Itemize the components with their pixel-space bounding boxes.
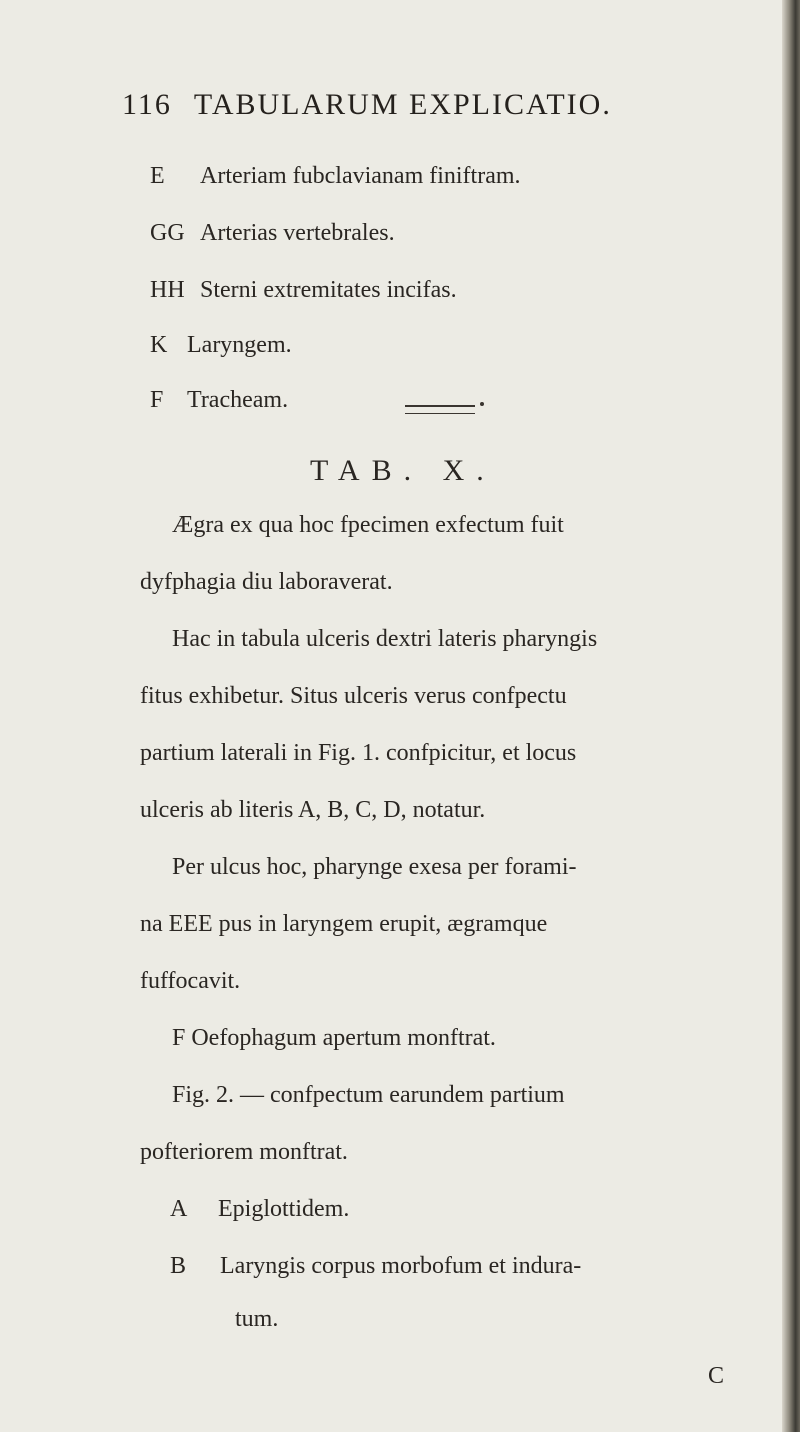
table-title: TAB. X. [310,454,496,487]
legend-key: HH [150,277,185,303]
text-line: partium laterali in Fig. 1. confpicitur, et locus [140,740,577,766]
legend-text: Arteriam fubclavianam finiftram. [200,163,521,189]
running-title: TABULARUM EXPLICATIO. [193,88,612,121]
text-line: dyfphagia diu laboraverat. [140,569,393,595]
page-number: 116 [122,88,172,121]
legend-text: Laryngem. [187,332,292,358]
text-line: F Oefophagum apertum monftrat. [172,1025,496,1051]
legend-text: Tracheam. [187,387,289,413]
text-line: pofteriorem monftrat. [140,1139,348,1165]
text-line: Ægra ex qua hoc fpecimen exfectum fuit [172,512,564,538]
running-header [122,88,612,122]
fig2-key: B [170,1253,187,1279]
text-line: Fig. 2. — confpectum earundem partium [172,1082,565,1108]
fig2-text: Epiglottidem. [218,1196,350,1222]
text-line: ulceris ab literis A, B, C, D, notatur. [140,797,486,823]
continuation-line: tum. [235,1306,279,1332]
text-line: Hac in tabula ulceris dextri lateris pharyngis [172,626,598,652]
legend-key: K [150,332,168,358]
text-line: Per ulcus hoc, pharynge exesa per forami- [172,854,577,880]
legend-key: E [150,163,165,189]
legend-text: Sterni extremitates incifas. [200,277,457,303]
catchword: C [708,1363,725,1389]
text-line: na EEE pus in laryngem erupit, ægramque [140,911,548,937]
text-line: fitus exhibetur. Situs ulceris verus confpectu [140,683,567,709]
ornamental-rule [405,405,475,414]
legend-key: GG [150,220,185,246]
fig2-text: Laryngis corpus morbofum et indura- [220,1253,582,1279]
page-edge-shadow [782,0,800,1432]
legend-key: F [150,387,164,413]
fig2-key: A [170,1196,188,1222]
text-line: fuffocavit. [140,968,241,994]
legend-text: Arterias vertebrales. [200,220,395,246]
